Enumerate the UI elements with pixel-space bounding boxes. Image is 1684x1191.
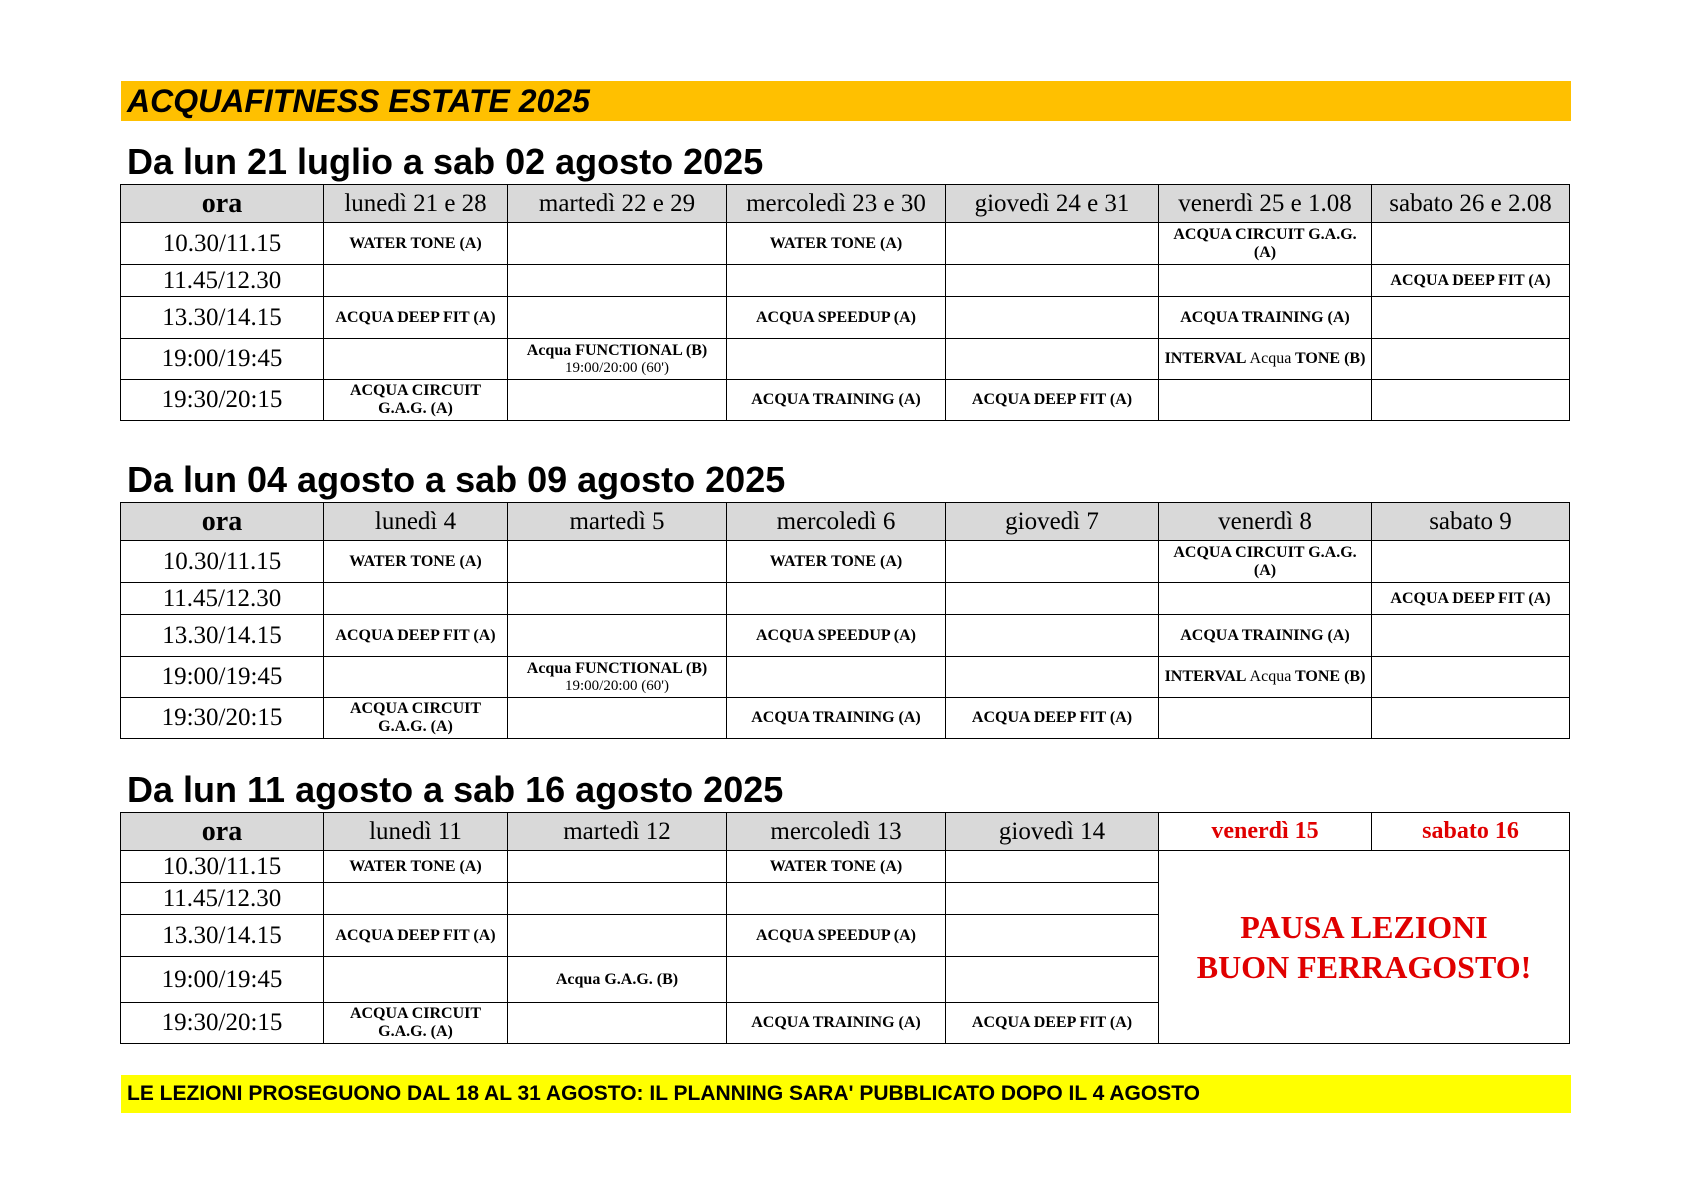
column-header-time: ora [121, 185, 324, 223]
column-header-day: sabato 9 [1372, 503, 1570, 541]
class-cell [727, 339, 946, 380]
class-cell: ACQUA DEEP FIT (A) [946, 698, 1159, 739]
column-header-holiday: venerdì 15 [1159, 813, 1372, 851]
class-cell: ACQUA TRAINING (A) [1159, 615, 1372, 657]
class-cell [324, 265, 508, 297]
table-row [121, 698, 1570, 739]
class-cell: ACQUA DEEP FIT (A) [324, 915, 508, 957]
time-slot: 13.30/14.15 [121, 297, 324, 339]
class-cell [1372, 380, 1570, 421]
class-name: Acqua FUNCTIONAL (B) [526, 659, 708, 677]
class-cell [946, 265, 1159, 297]
class-cell [1159, 339, 1372, 380]
class-cell [1372, 223, 1570, 265]
time-slot: 19:30/20:15 [121, 1003, 324, 1044]
class-cell [946, 883, 1159, 915]
class-cell [324, 657, 508, 698]
class-cell: ACQUA SPEEDUP (A) [727, 615, 946, 657]
class-name: Acqua FUNCTIONAL (B) [526, 341, 708, 359]
time-slot: 19:00/19:45 [121, 339, 324, 380]
table-row [121, 851, 1570, 883]
class-cell [1372, 541, 1570, 583]
class-cell [946, 583, 1159, 615]
class-name-part: INTERVAL [1164, 350, 1246, 367]
class-cell [508, 1003, 727, 1044]
class-cell: ACQUA DEEP FIT (A) [946, 1003, 1159, 1044]
class-cell: Acqua G.A.G. (B) [508, 957, 727, 1003]
column-header-day: giovedì 14 [946, 813, 1159, 851]
class-cell [946, 297, 1159, 339]
class-cell [1159, 265, 1372, 297]
column-header-day: martedì 12 [508, 813, 727, 851]
class-cell: ACQUA CIRCUIT G.A.G. (A) [324, 1003, 508, 1044]
class-cell [1372, 339, 1570, 380]
class-cell [727, 883, 946, 915]
class-cell [508, 657, 727, 698]
class-cell: ACQUA TRAINING (A) [727, 1003, 946, 1044]
week-2-heading: Da lun 04 agosto a sab 09 agosto 2025 [127, 459, 786, 500]
class-name-part: TONE (B) [1295, 350, 1366, 367]
column-header-day: mercoledì 13 [727, 813, 946, 851]
class-cell [1372, 615, 1570, 657]
column-header-day: mercoledì 23 e 30 [727, 185, 946, 223]
class-cell: ACQUA SPEEDUP (A) [727, 915, 946, 957]
time-slot: 10.30/11.15 [121, 541, 324, 583]
class-cell [508, 339, 727, 380]
closure-line: BUON FERRAGOSTO! [1196, 949, 1532, 985]
class-cell: ACQUA TRAINING (A) [727, 380, 946, 421]
column-header-holiday: sabato 16 [1372, 813, 1570, 851]
class-cell: ACQUA DEEP FIT (A) [324, 615, 508, 657]
class-cell [727, 957, 946, 1003]
class-cell [946, 339, 1159, 380]
column-header-day: giovedì 7 [946, 503, 1159, 541]
column-header-day: martedì 5 [508, 503, 727, 541]
class-cell [727, 583, 946, 615]
column-header-day: lunedì 21 e 28 [324, 185, 508, 223]
class-cell [508, 583, 727, 615]
class-cell [1159, 380, 1372, 421]
column-header-day: martedì 22 e 29 [508, 185, 727, 223]
class-cell: ACQUA DEEP FIT (A) [1372, 583, 1570, 615]
class-cell [946, 851, 1159, 883]
column-header-day: giovedì 24 e 31 [946, 185, 1159, 223]
class-cell [508, 883, 727, 915]
week-3-schedule-table [120, 812, 1570, 1044]
class-cell [1372, 297, 1570, 339]
time-slot: 19:30/20:15 [121, 380, 324, 421]
header-row [121, 185, 1570, 223]
class-cell [1159, 583, 1372, 615]
class-cell: ACQUA DEEP FIT (A) [324, 297, 508, 339]
class-cell [946, 223, 1159, 265]
class-cell: ACQUA CIRCUIT G.A.G. (A) [324, 380, 508, 421]
table-row [121, 583, 1570, 615]
class-cell [727, 265, 946, 297]
class-cell: ACQUA CIRCUIT G.A.G. (A) [1159, 541, 1372, 583]
column-header-time: ora [121, 503, 324, 541]
class-cell [1372, 698, 1570, 739]
class-cell [946, 957, 1159, 1003]
class-cell: ACQUA SPEEDUP (A) [727, 297, 946, 339]
class-cell [324, 583, 508, 615]
column-header-day: sabato 26 e 2.08 [1372, 185, 1570, 223]
class-cell: WATER TONE (A) [727, 851, 946, 883]
page-title: ACQUAFITNESS ESTATE 2025 [121, 81, 1571, 121]
closure-line: PAUSA LEZIONI [1240, 909, 1488, 945]
time-slot: 19:00/19:45 [121, 657, 324, 698]
table-row [121, 223, 1570, 265]
column-header-day: venerdì 8 [1159, 503, 1372, 541]
class-cell [324, 957, 508, 1003]
class-cell: ACQUA DEEP FIT (A) [946, 380, 1159, 421]
class-cell [1372, 657, 1570, 698]
holiday-closure-notice [1159, 851, 1570, 1044]
class-cell [946, 615, 1159, 657]
class-cell [508, 541, 727, 583]
column-header-day: lunedì 4 [324, 503, 508, 541]
class-cell: ACQUA CIRCUIT G.A.G. (A) [324, 698, 508, 739]
table-row [121, 380, 1570, 421]
class-cell [508, 265, 727, 297]
time-slot: 13.30/14.15 [121, 915, 324, 957]
class-name-part: Acqua [1249, 350, 1292, 367]
header-row [121, 813, 1570, 851]
column-header-day: lunedì 11 [324, 813, 508, 851]
time-slot: 11.45/12.30 [121, 883, 324, 915]
class-cell [324, 883, 508, 915]
table-row [121, 541, 1570, 583]
time-slot: 10.30/11.15 [121, 223, 324, 265]
class-cell: ACQUA CIRCUIT G.A.G. (A) [1159, 223, 1372, 265]
class-name-part: TONE (B) [1295, 668, 1366, 685]
time-slot: 19:30/20:15 [121, 698, 324, 739]
week-2-schedule-table [120, 502, 1570, 739]
class-cell: WATER TONE (A) [324, 541, 508, 583]
time-slot: 11.45/12.30 [121, 265, 324, 297]
class-cell [508, 615, 727, 657]
class-cell: WATER TONE (A) [324, 851, 508, 883]
time-slot: 10.30/11.15 [121, 851, 324, 883]
class-cell: ACQUA DEEP FIT (A) [1372, 265, 1570, 297]
class-name-part: INTERVAL [1164, 668, 1246, 685]
table-row [121, 657, 1570, 698]
class-duration: 19:00/20:00 (60') [565, 359, 669, 376]
class-duration: 19:00/20:00 (60') [565, 677, 669, 694]
column-header-day: mercoledì 6 [727, 503, 946, 541]
class-cell: ACQUA TRAINING (A) [727, 698, 946, 739]
week-1-schedule-table [120, 184, 1570, 421]
class-cell: WATER TONE (A) [727, 223, 946, 265]
week-1-heading: Da lun 21 luglio a sab 02 agosto 2025 [127, 141, 764, 182]
class-cell [508, 223, 727, 265]
time-slot: 13.30/14.15 [121, 615, 324, 657]
header-row [121, 503, 1570, 541]
class-cell: WATER TONE (A) [324, 223, 508, 265]
footer-notice: LE LEZIONI PROSEGUONO DAL 18 AL 31 AGOSTO: IL PLANNING SARA' PUBBLICATO DOPO IL 4 AGOSTO [121, 1075, 1571, 1113]
class-name-part: Acqua [1249, 668, 1292, 685]
class-cell: WATER TONE (A) [727, 541, 946, 583]
class-cell [946, 541, 1159, 583]
week-3-heading: Da lun 11 agosto a sab 16 agosto 2025 [127, 769, 784, 810]
table-row [121, 615, 1570, 657]
class-cell [1159, 698, 1372, 739]
column-header-time: ora [121, 813, 324, 851]
table-row [121, 265, 1570, 297]
class-cell [508, 698, 727, 739]
table-row [121, 297, 1570, 339]
class-cell [946, 657, 1159, 698]
class-cell [508, 297, 727, 339]
class-cell [946, 915, 1159, 957]
class-cell [324, 339, 508, 380]
column-header-day: venerdì 25 e 1.08 [1159, 185, 1372, 223]
time-slot: 19:00/19:45 [121, 957, 324, 1003]
class-cell [1159, 657, 1372, 698]
class-cell [508, 851, 727, 883]
class-cell [508, 380, 727, 421]
time-slot: 11.45/12.30 [121, 583, 324, 615]
table-row [121, 339, 1570, 380]
class-cell [727, 657, 946, 698]
class-cell: ACQUA TRAINING (A) [1159, 297, 1372, 339]
class-cell [508, 915, 727, 957]
